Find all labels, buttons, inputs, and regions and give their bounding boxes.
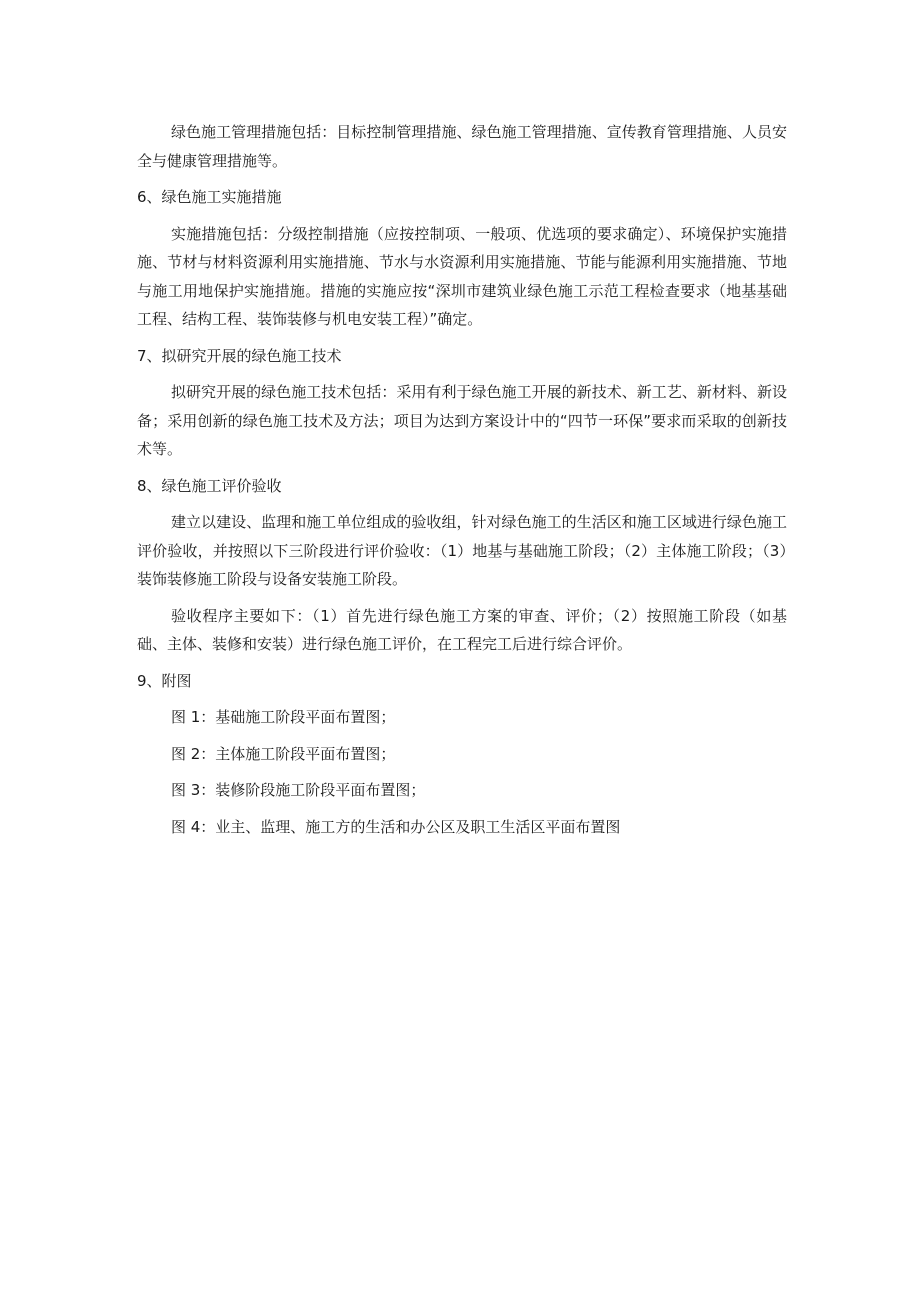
figure-item-4: 图 4：业主、监理、施工方的生活和办公区及职工生活区平面布置图 [171, 817, 621, 836]
document-body [137, 118, 787, 849]
heading-section-9: 9、附图 [137, 671, 192, 690]
paragraph-implementation-measures: 实施措施包括：分级控制措施（应按控制项、一般项、优选项的要求确定）、环境保护实施措施、节材与材料资源利用实施措施、节水与水资源利用实施措施、节能与能源利用实施措施、节地与施工用地保护实施措施。措施的实施应按“深圳市建筑业绿色施工示范工程检查要求（地基基础工程、结构工程、装饰装修与机电安装工程）”确定。 [137, 224, 787, 328]
paragraph-management-measures: 绿色施工管理措施包括：目标控制管理措施、绿色施工管理措施、宣传教育管理措施、人员安全与健康管理措施等。 [137, 123, 787, 170]
figure-item-1: 图 1：基础施工阶段平面布置图； [171, 708, 396, 726]
heading-section-8: 8、绿色施工评价验收 [137, 476, 282, 495]
paragraph-evaluation-acceptance: 建立以建设、监理和施工单位组成的验收组，针对绿色施工的生活区和施工区域进行绿色施工评价验收，并按照以下三阶段进行评价验收：（1）地基与基础施工阶段；（2）主体施工阶段；（3）装饰装修施工阶段与设备安装施工阶段。 [137, 513, 787, 588]
figure-item-2: 图 2：主体施工阶段平面布置图； [171, 744, 396, 763]
paragraph-acceptance-procedure: 验收程序主要如下：（1）首先进行绿色施工方案的审查、评价；（2）按照施工阶段（如基础、主体、装修和安装）进行绿色施工评价，在工程完工后进行综合评价。 [137, 606, 787, 653]
figure-item-3: 图 3：装修阶段施工阶段平面布置图； [171, 781, 426, 799]
heading-section-7: 7、拟研究开展的绿色施工技术 [137, 346, 342, 365]
heading-section-6: 6、绿色施工实施措施 [137, 188, 282, 206]
paragraph-green-technology: 拟研究开展的绿色施工技术包括：采用有利于绿色施工开展的新技术、新工艺、新材料、新设备；采用创新的绿色施工技术及方法；项目为达到方案设计中的“四节一环保”要求而采取的创新技术等。 [137, 383, 787, 458]
